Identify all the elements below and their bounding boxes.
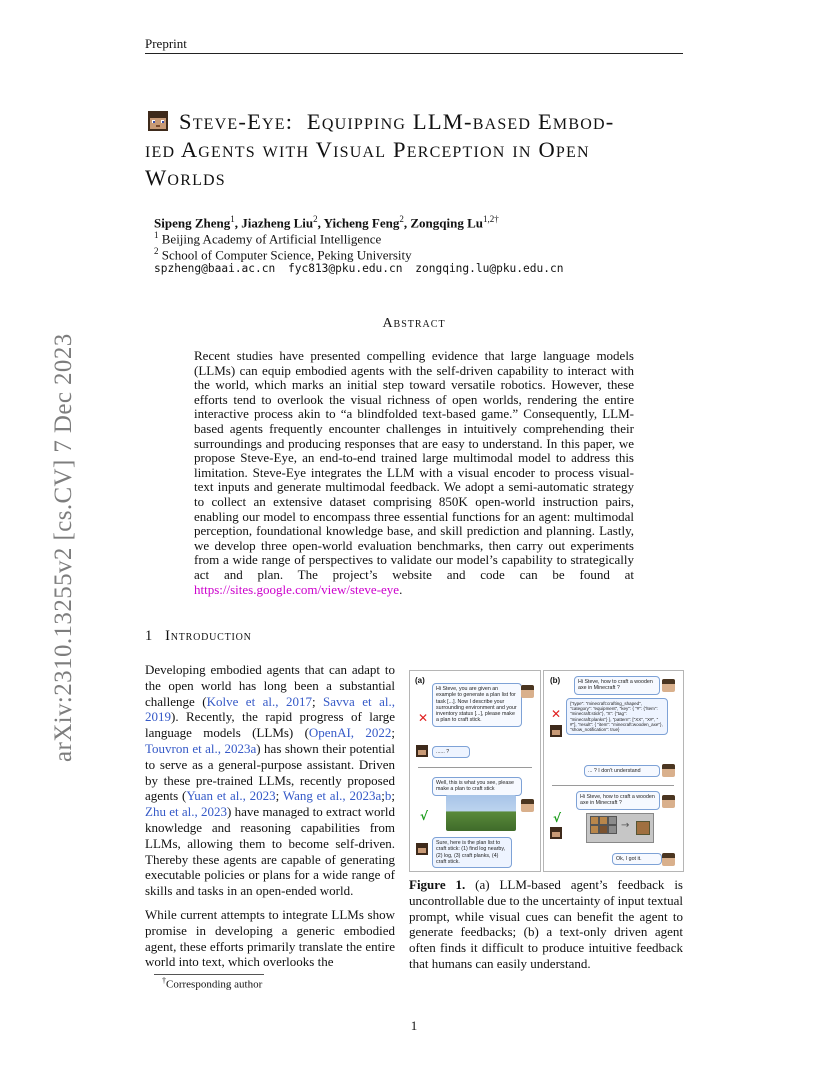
panel-divider (552, 785, 674, 786)
author-emails (154, 262, 563, 275)
text-run: ; (381, 788, 385, 804)
steve-agent-icon (416, 745, 428, 757)
project-website-link[interactable]: https://sites.google.com/view/steve-eye (194, 581, 400, 597)
footnote-mark: † (162, 976, 166, 985)
header-rule (145, 53, 683, 54)
intro-paragraph-1 (145, 662, 395, 899)
steve-agent-icon (550, 725, 562, 737)
figure-panel-a (409, 670, 541, 872)
author-name: Yicheng Feng (323, 215, 400, 231)
user-face-icon (662, 853, 675, 866)
title-part-1: Steve-Eye: (179, 109, 294, 134)
arxiv-stamp-text: arXiv:2310.13255v2 [cs.CV] 7 Dec 2023 (50, 333, 77, 762)
citation-link[interactable]: Yuan et al., 2023 (186, 788, 276, 804)
abstract-body (194, 349, 634, 597)
empty-slot (608, 816, 617, 825)
abstract-end: . (399, 581, 403, 597)
title-part-4: Worlds (145, 165, 226, 190)
page-number: 1 (410, 1018, 418, 1033)
title-part-3: ied Agents with Visual Perception in Open (145, 137, 590, 162)
abstract-text: Recent studies have presented compelling evidence that large language models (LLMs) can equip embodied agents with the self-driven capability to interact with the world, which marks an initial step toward versatile robotics. However, these efforts tend to overlook the visual richness of open worlds, rendering the entire interactive process akin to “a blindfolded text-based game.” Consequently, LLM-based agents frequently encounter challenges in intuitively comprehending their surroundings and producing responses that are easy to understand. In this paper, we propose Steve-Eye, an end-to-end trained large multimodal model to address this limitation. Steve-Eye integrates the LLM with a visual encoder to process visual-text inputs and generate multimodal feedback. We adopt a semi-automatic strategy to collect an extensive dataset comprising 850K open-world instruction pairs, enabling our model to encompass three essential functions for an agent: multimodal perception, foundational knowledge base, and skill prediction and planning. Lastly, we develop three open-world evaluation benchmarks, then carry out experiments from a wide range of perspectives to validate our model’s capability to strategically act and plan. The project’s website and code can be found at (194, 348, 634, 582)
author-affil-mark: 1 (230, 214, 235, 224)
affiliation-1 (154, 230, 381, 247)
author-affil-mark: 2 (313, 214, 318, 224)
panel-label: (b) (550, 676, 561, 685)
user-face-icon (662, 679, 675, 692)
affiliation-2 (154, 246, 412, 263)
text-run: ; (275, 788, 283, 804)
author-name: Jiazheng Liu (241, 215, 314, 231)
citation-link[interactable]: Wang et al., 2023a (282, 788, 382, 804)
empty-slot (608, 825, 617, 834)
user-ok-bubble: Ok, I got it. (612, 853, 662, 865)
user-prompt-bubble: Well, this is what you see, please make a plan to craft stick (432, 777, 522, 796)
paper-title (145, 108, 685, 192)
agent-reply-bubble: Sure, here is the plan list to craft stick: (1) find log nearby, (2) log, (3) craft planks, (4) craft stick. (432, 837, 512, 868)
caption-text: (a) LLM-based agent’s feedback is uncontrollable due to the uncertainty of input textual prompt, while visual cues can benefit the agent to generate feedbacks; (b) a text-only driven agent often finds it difficult to produce intuitive feedback that humans can easily understand. (409, 877, 684, 971)
wooden-axe-icon (636, 821, 650, 835)
citation-link[interactable]: OpenAI, 2022 (308, 725, 392, 741)
cross-mark-icon: ✕ (418, 711, 429, 725)
figure-1 (409, 670, 682, 870)
footnote-text: Corresponding author (166, 978, 263, 991)
panel-divider (418, 767, 532, 768)
email-link[interactable]: zongqing.lu@pku.edu.cn (415, 262, 564, 275)
minecraft-scene-image (446, 795, 516, 831)
intro-paragraph-2: While current attempts to integrate LLMs show promise in developing a generic embodied agent, these efforts primarily translate the entire world into text, which overlooks the (145, 906, 395, 970)
text-run: ; (311, 693, 324, 709)
caption-label: Figure 1. (409, 877, 466, 892)
affiliation-name: Beijing Academy of Artificial Intelligence (161, 231, 382, 247)
footnote (162, 976, 262, 991)
citation-link[interactable]: Zhu et al., 2023 (145, 804, 228, 820)
citation-link[interactable]: Touvron et al., 2023a (145, 740, 257, 756)
intro-text (145, 662, 395, 978)
author-name: Sipeng Zheng (154, 215, 231, 231)
stick-slot (599, 825, 608, 834)
agent-json-reply-bubble: {"type": "minecraft:crafting_shaped", "category": "equipment", "key": { "#": {"item": "minecraft:stick"}, "X": {"tag": "minecraft:planks"} }, "pattern": ["XX", "X#", " #"], "result": { "item": "minecraft:wooden_axe"}, "show_notification": true} (566, 698, 668, 735)
user-face-icon (662, 764, 675, 777)
section-heading (145, 628, 252, 645)
user-face-icon (662, 795, 675, 808)
citation-link[interactable]: b (384, 788, 392, 804)
arrow-right-icon: → (621, 820, 630, 831)
crafting-grid-image (586, 813, 654, 843)
footnote-rule (154, 974, 264, 975)
author-name: Zongqing Lu (410, 215, 483, 231)
affiliation-number: 1 (154, 230, 159, 240)
email-link[interactable]: fyc813@pku.edu.cn (288, 262, 403, 275)
author-affil-mark: 1,2† (482, 214, 499, 224)
check-mark-icon: √ (553, 811, 562, 825)
panel-label: (a) (415, 676, 425, 685)
steve-agent-icon (550, 827, 562, 839)
running-header: Preprint (145, 36, 187, 51)
check-mark-icon: √ (420, 809, 429, 823)
text-run: ) has shown their potential to serve as a general-purpose assistant. Driven by these pre-trained LLMs, recently proposed agents ( (145, 740, 395, 804)
text-run: ; (391, 725, 395, 741)
author-affil-mark: 2 (399, 214, 404, 224)
citation-link[interactable]: Savva et al., 2019 (145, 693, 395, 725)
steve-agent-icon (416, 843, 428, 855)
text-run: ) have managed to extract world knowledge and reasoning capabilities from LLMs, allowing them to become self-driven. Thereby these agents are capable of generating executable policies or plans for a wide range of skills and tasks in an open-ended world. (145, 804, 395, 899)
cross-mark-icon: ✕ (551, 707, 562, 721)
author-list: Sipeng Zheng$^1$, Jiazheng Liu$^2$, Yicheng Feng$^2$, Zongqing $Lu^{1,2\dagger}$ (154, 214, 499, 231)
figure-panel-b (543, 670, 684, 872)
affiliation-number: 2 (154, 246, 159, 256)
plank-slot (590, 816, 599, 825)
affiliation-name: School of Computer Science, Peking University (161, 247, 412, 263)
citation-link[interactable]: Kolve et al., 2017 (206, 693, 312, 709)
agent-reply-bubble: ...... ? (432, 746, 470, 758)
user-prompt-bubble: Hi Steve, how to craft a wooden axe in Minecraft ? (576, 791, 660, 810)
user-confused-bubble: ... ? I don't understand (584, 765, 660, 777)
user-face-icon (521, 685, 534, 698)
section-number: 1 (145, 628, 154, 644)
text-run: ). Recently, the rapid progress of large language models (LLMs) ( (145, 709, 395, 741)
email-link[interactable]: spzheng@baai.ac.cn (154, 262, 276, 275)
user-prompt-bubble: Hi Steve, you are given an example to generate a plan list for task [...]. Now I describe your surrounding environment and your inventory status [...], please make a plan to craft stick. (432, 683, 522, 727)
user-face-icon (521, 799, 534, 812)
text-run: ; (391, 788, 395, 804)
steve-logo-icon (145, 111, 171, 131)
title-part-2: Equipping LLM-based Embod- (306, 109, 615, 134)
abstract-heading: Abstract (382, 316, 446, 331)
arxiv-stamp (20, 292, 77, 762)
user-prompt-bubble: Hi Steve, how to craft a wooden axe in Minecraft ? (574, 676, 660, 695)
text-run: Developing embodied agents that can adapt to the open world has long been a substantial challenge ( (145, 662, 395, 709)
plank-slot (590, 825, 599, 834)
plank-slot (599, 816, 608, 825)
figure-caption (409, 877, 683, 972)
section-title: Introduction (165, 628, 252, 644)
